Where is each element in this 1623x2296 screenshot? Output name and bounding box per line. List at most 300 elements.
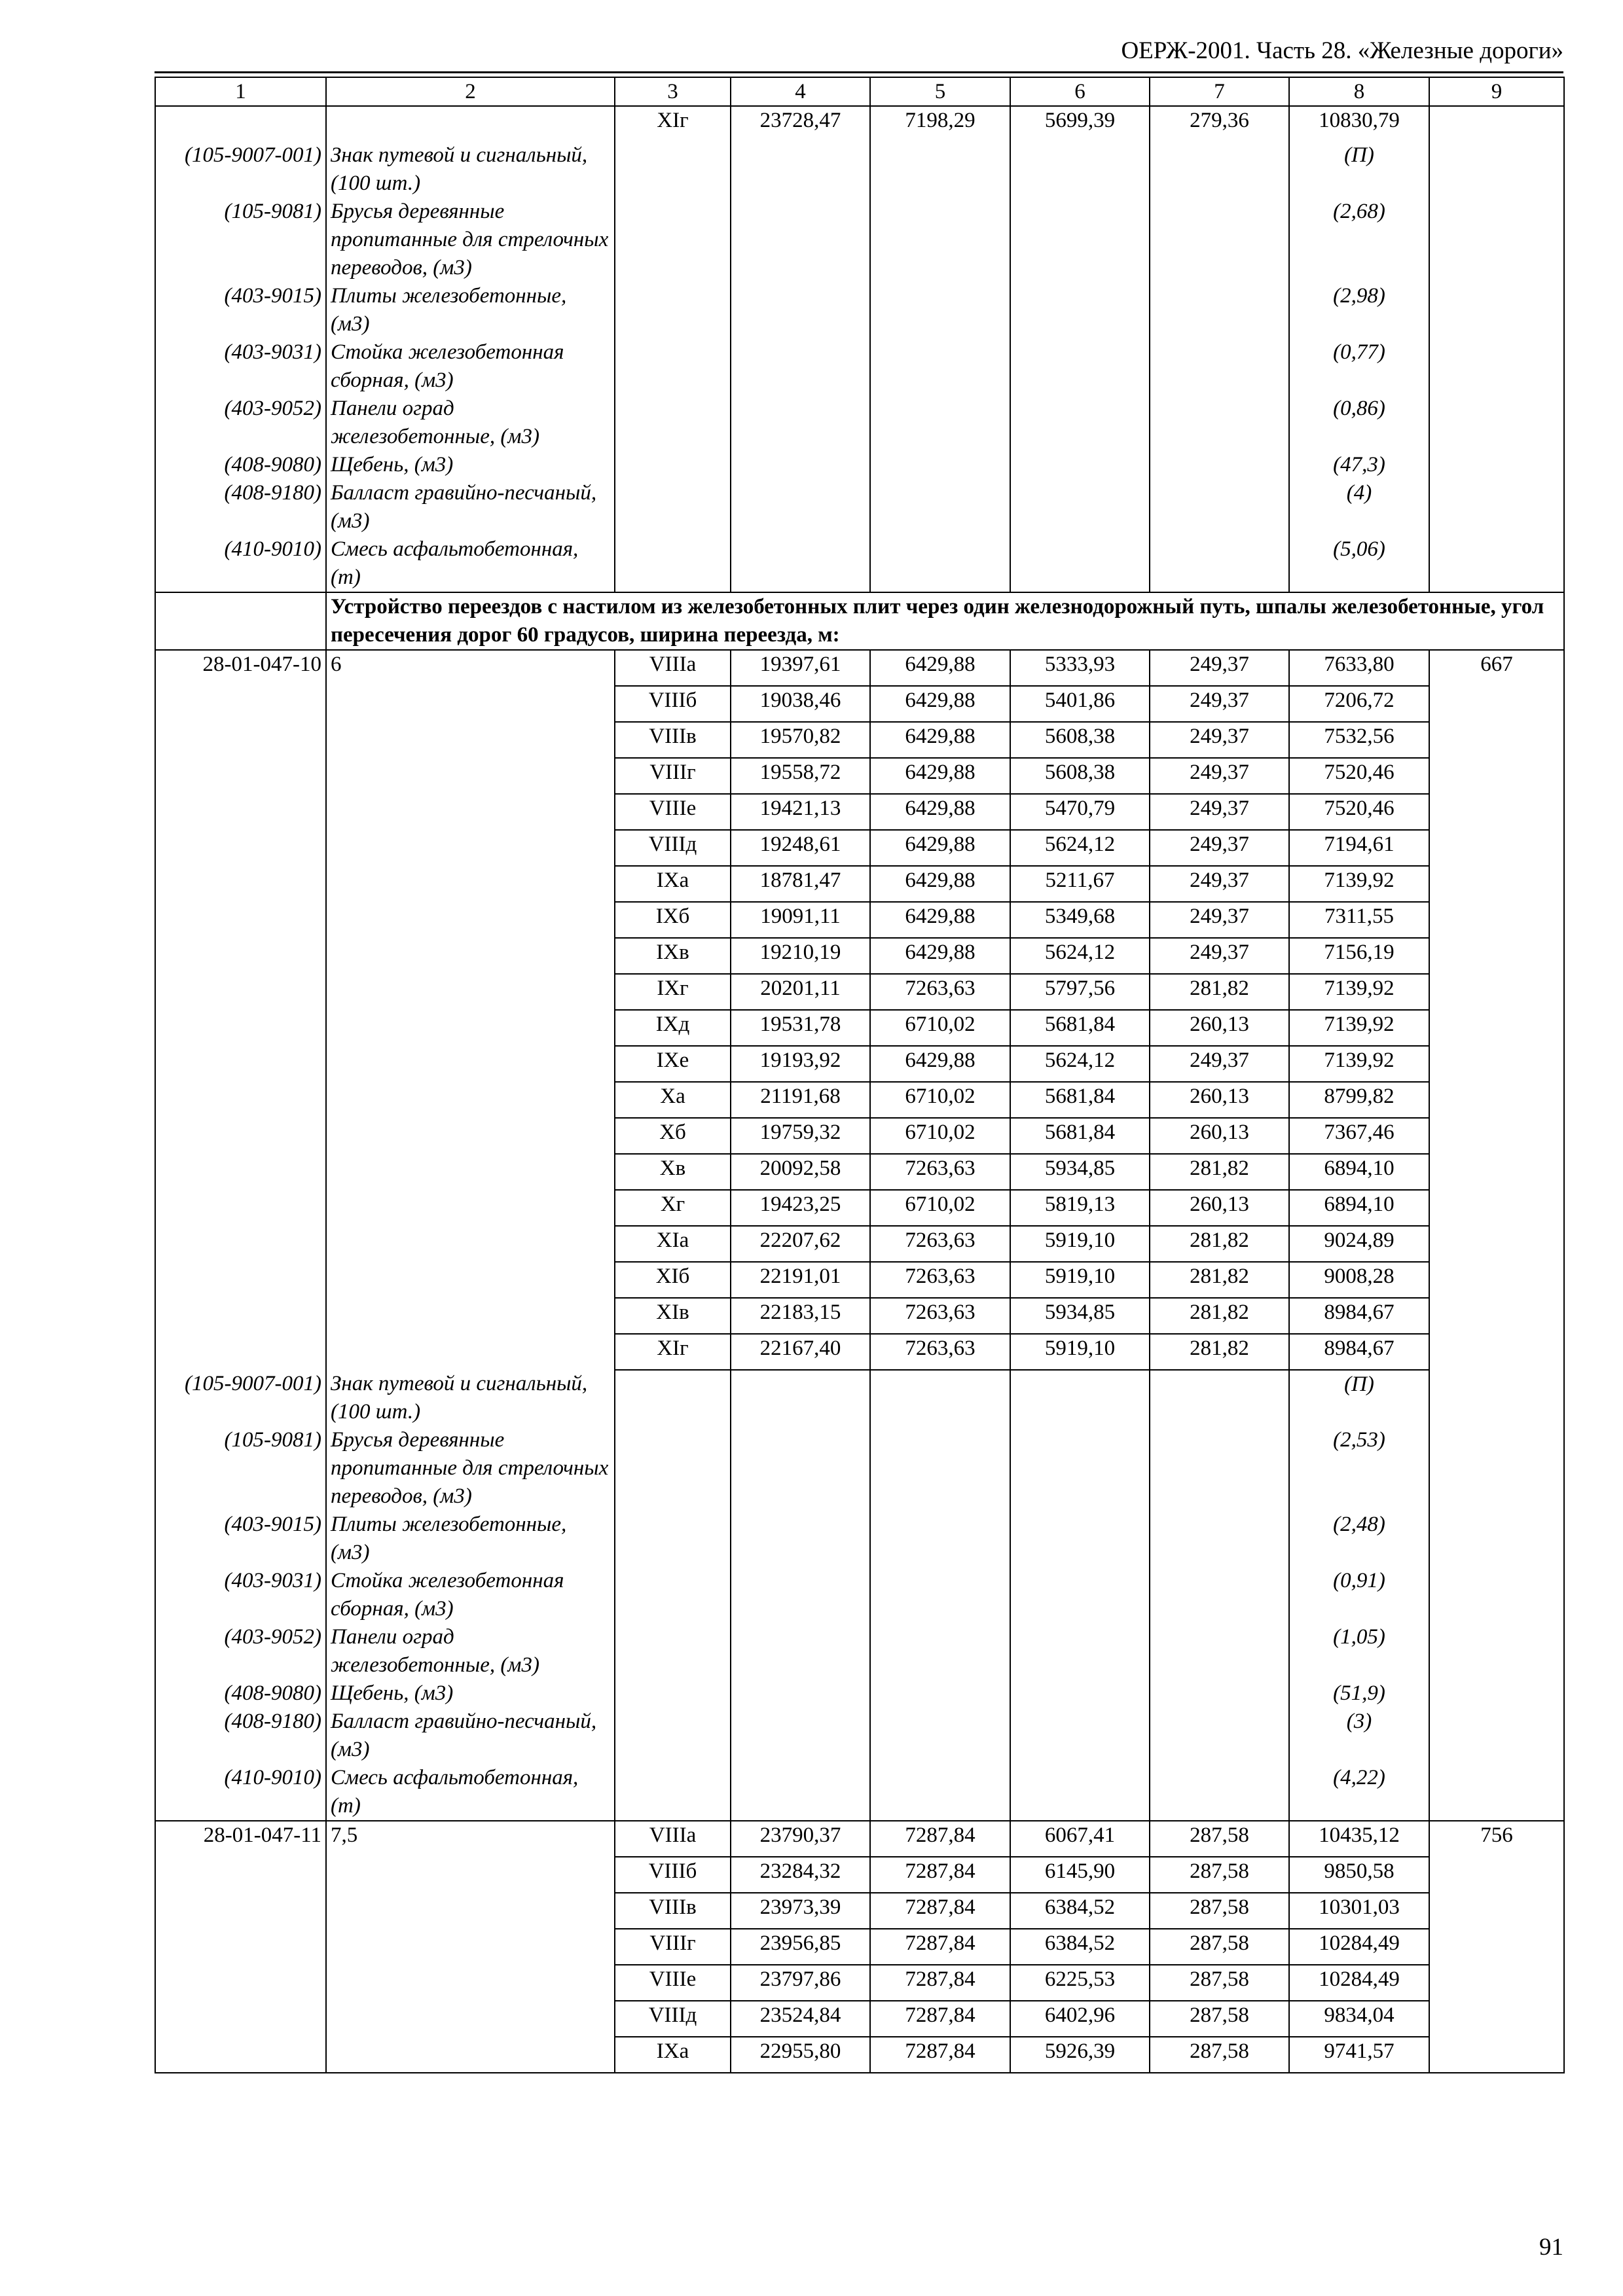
empty-cell xyxy=(870,198,1010,282)
machines-cell: 5608,38 xyxy=(1010,722,1150,758)
page-header: ОЕРЖ-2001. Часть 28. «Железные дороги» xyxy=(1121,37,1563,64)
empty-cell xyxy=(1429,282,1564,338)
column-number: 9 xyxy=(1429,77,1564,106)
empty-cell xyxy=(1429,535,1564,592)
machines-cell: 5624,12 xyxy=(1010,938,1150,974)
wages-cell: 7287,84 xyxy=(870,1893,1010,1929)
materials-cost-cell: 10284,49 xyxy=(1289,1929,1429,1965)
zone-cell: IXд xyxy=(615,1010,731,1046)
material-quantity: (2,48) xyxy=(1289,1511,1429,1567)
empty-cell xyxy=(1010,1567,1150,1623)
zone-cell: VIIIа xyxy=(615,650,731,686)
zone-cell: Xб xyxy=(615,1118,731,1154)
wages-cell: 6429,88 xyxy=(870,830,1010,866)
material-quantity: (0,77) xyxy=(1289,338,1429,395)
empty-cell xyxy=(731,451,870,479)
materials-cost-cell: 8799,82 xyxy=(1289,1082,1429,1118)
machines-cell: 5333,93 xyxy=(1010,650,1150,686)
empty-cell xyxy=(1010,1679,1150,1708)
zone-cell: Xа xyxy=(615,1082,731,1118)
empty-cell xyxy=(615,395,731,451)
empty-cell xyxy=(731,1426,870,1511)
zone-cell: IXа xyxy=(615,2037,731,2073)
machines-cell: 5797,56 xyxy=(1010,974,1150,1010)
empty-cell xyxy=(1010,338,1150,395)
machines-cell: 6067,41 xyxy=(1010,1821,1150,1857)
machines-cell: 6384,52 xyxy=(1010,1893,1150,1929)
empty-cell xyxy=(870,1708,1010,1764)
empty-cell xyxy=(615,451,731,479)
empty-cell xyxy=(1429,451,1564,479)
material-quantity: (2,53) xyxy=(1289,1426,1429,1511)
zone-cell: VIIIе xyxy=(615,794,731,830)
material-name: Брусья деревянные пропитанные для стрелочных переводов, (м3) xyxy=(326,198,615,282)
machinist-wages-cell: 249,37 xyxy=(1150,938,1289,974)
item-code: 28-01-047-10 xyxy=(155,650,326,1370)
material-quantity: (4) xyxy=(1289,479,1429,535)
materials-cost-cell: 7520,46 xyxy=(1289,794,1429,830)
total-cost-cell: 23973,39 xyxy=(731,1893,870,1929)
total-cost-cell: 20201,11 xyxy=(731,974,870,1010)
machines-cell: 5624,12 xyxy=(1010,830,1150,866)
machinist-wages-cell: 287,58 xyxy=(1150,1965,1289,2001)
empty-cell xyxy=(1150,1567,1289,1623)
material-quantity: (2,68) xyxy=(1289,198,1429,282)
empty-cell xyxy=(1429,1370,1564,1426)
machines-cell: 5681,84 xyxy=(1010,1118,1150,1154)
materials-cost-cell: 6894,10 xyxy=(1289,1190,1429,1226)
empty-cell xyxy=(1010,198,1150,282)
wages-cell: 7263,63 xyxy=(870,1262,1010,1298)
machines-cell: 6145,90 xyxy=(1010,1857,1150,1893)
empty-cell xyxy=(615,1623,731,1679)
machinist-wages-cell: 260,13 xyxy=(1150,1118,1289,1154)
empty-cell xyxy=(731,282,870,338)
empty-cell xyxy=(1429,479,1564,535)
materials-cost-cell: 7311,55 xyxy=(1289,902,1429,938)
wages-cell: 7287,84 xyxy=(870,1821,1010,1857)
machines-cell: 5624,12 xyxy=(1010,1046,1150,1082)
empty-cell xyxy=(1150,282,1289,338)
total-cost-cell: 19091,11 xyxy=(731,902,870,938)
empty-cell xyxy=(615,1426,731,1511)
machinist-wages-cell: 249,37 xyxy=(1150,722,1289,758)
total-cost-cell: 19038,46 xyxy=(731,686,870,722)
total-cost-cell: 22183,15 xyxy=(731,1298,870,1334)
wages-cell: 6710,02 xyxy=(870,1082,1010,1118)
empty-cell xyxy=(731,198,870,282)
machinist-wages-cell: 281,82 xyxy=(1150,1334,1289,1370)
materials-cost-cell: 7532,56 xyxy=(1289,722,1429,758)
wages-cell: 6429,88 xyxy=(870,794,1010,830)
empty-cell xyxy=(731,1511,870,1567)
material-row xyxy=(155,535,1564,592)
wages-cell: 7287,84 xyxy=(870,2037,1010,2073)
total-cost-cell: 22955,80 xyxy=(731,2037,870,2073)
empty-cell xyxy=(1150,1426,1289,1511)
material-name: Стойка железобетонная сборная, (м3) xyxy=(326,338,615,395)
machinist-wages-cell: 249,37 xyxy=(1150,686,1289,722)
material-code: (403-9052) xyxy=(155,395,326,451)
material-code: (105-9081) xyxy=(155,198,326,282)
material-name: Плиты железобетонные, (м3) xyxy=(326,1511,615,1567)
total-cost-cell: 22207,62 xyxy=(731,1226,870,1262)
material-row xyxy=(155,479,1564,535)
materials-cost-cell: 10284,49 xyxy=(1289,1965,1429,2001)
machinist-wages-cell: 287,58 xyxy=(1150,1929,1289,1965)
materials-cost-cell: 9024,89 xyxy=(1289,1226,1429,1262)
zone-cell: XIб xyxy=(615,1262,731,1298)
machines-cell: 5934,85 xyxy=(1010,1298,1150,1334)
empty-cell xyxy=(731,1708,870,1764)
empty-cell xyxy=(1010,1426,1150,1511)
zone-cell: VIIIд xyxy=(615,2001,731,2037)
zone-cell: VIIIа xyxy=(615,1821,731,1857)
empty-cell xyxy=(615,479,731,535)
machines-cell: 6402,96 xyxy=(1010,2001,1150,2037)
empty-cell xyxy=(870,282,1010,338)
material-code: (403-9052) xyxy=(155,1623,326,1679)
machines-cell: 5349,68 xyxy=(1010,902,1150,938)
material-name: Смесь асфальтобетонная, (т) xyxy=(326,535,615,592)
total-cost-cell: 22191,01 xyxy=(731,1262,870,1298)
wages-cell: 6429,88 xyxy=(870,1046,1010,1082)
empty-cell xyxy=(731,1623,870,1679)
zone-cell: IXа xyxy=(615,866,731,902)
empty-cell xyxy=(731,535,870,592)
machines-cell: 5919,10 xyxy=(1010,1334,1150,1370)
materials-cost-cell: 7139,92 xyxy=(1289,866,1429,902)
machines-cell: 6225,53 xyxy=(1010,1965,1150,2001)
empty-cell xyxy=(1429,106,1564,141)
empty-cell xyxy=(1010,1708,1150,1764)
material-row xyxy=(155,1567,1564,1623)
machines-cell: 5211,67 xyxy=(1010,866,1150,902)
material-code: (403-9015) xyxy=(155,282,326,338)
empty-cell xyxy=(1429,1567,1564,1623)
zone-cell: VIIIб xyxy=(615,1857,731,1893)
material-quantity: (2,98) xyxy=(1289,282,1429,338)
machines-cell: 5919,10 xyxy=(1010,1226,1150,1262)
material-quantity: (0,91) xyxy=(1289,1567,1429,1623)
total-cost-cell: 23797,86 xyxy=(731,1965,870,2001)
materials-cost-cell: 7633,80 xyxy=(1289,650,1429,686)
materials-cost-cell: 7194,61 xyxy=(1289,830,1429,866)
material-row xyxy=(155,1679,1564,1708)
empty-cell xyxy=(1150,1623,1289,1679)
total-cost-cell: 19397,61 xyxy=(731,650,870,686)
total-cost-cell: 21191,68 xyxy=(731,1082,870,1118)
material-quantity: (47,3) xyxy=(1289,451,1429,479)
material-quantity: (3) xyxy=(1289,1708,1429,1764)
material-code: (408-9080) xyxy=(155,451,326,479)
total-cost-cell: 19423,25 xyxy=(731,1190,870,1226)
material-quantity: (5,06) xyxy=(1289,535,1429,592)
machines-cell: 5401,86 xyxy=(1010,686,1150,722)
empty-cell xyxy=(1429,1764,1564,1821)
material-name: Смесь асфальтобетонная, (т) xyxy=(326,1764,615,1821)
column-number: 6 xyxy=(1010,77,1150,106)
empty-cell xyxy=(1429,395,1564,451)
total-cost-cell: 23956,85 xyxy=(731,1929,870,1965)
zone-cell: VIIIв xyxy=(615,1893,731,1929)
table-cell: 5699,39 xyxy=(1010,106,1150,141)
zone-cell: IXг xyxy=(615,974,731,1010)
empty-cell xyxy=(615,282,731,338)
material-name: Стойка железобетонная сборная, (м3) xyxy=(326,1567,615,1623)
material-name: Балласт гравийно-песчаный, (м3) xyxy=(326,1708,615,1764)
material-code: (410-9010) xyxy=(155,1764,326,1821)
materials-cost-cell: 9008,28 xyxy=(1289,1262,1429,1298)
empty-cell xyxy=(1010,141,1150,198)
total-cost-cell: 20092,58 xyxy=(731,1154,870,1190)
material-row xyxy=(155,338,1564,395)
materials-cost-cell: 6894,10 xyxy=(1289,1154,1429,1190)
material-code: (403-9031) xyxy=(155,1567,326,1623)
table-cell: 23728,47 xyxy=(731,106,870,141)
material-code: (403-9031) xyxy=(155,338,326,395)
material-row xyxy=(155,282,1564,338)
material-name: Знак путевой и сигнальный, (100 шт.) xyxy=(326,141,615,198)
empty-cell xyxy=(870,338,1010,395)
material-code: (410-9010) xyxy=(155,535,326,592)
rates-table-body xyxy=(155,77,1564,2073)
column-number: 2 xyxy=(326,77,615,106)
wages-cell: 6429,88 xyxy=(870,902,1010,938)
machinist-wages-cell: 260,13 xyxy=(1150,1190,1289,1226)
header-rule xyxy=(155,71,1563,73)
column-numbers-row xyxy=(155,77,1564,106)
empty-cell xyxy=(1150,141,1289,198)
material-name: Щебень, (м3) xyxy=(326,1679,615,1708)
table-row xyxy=(155,1821,1564,1857)
wages-cell: 7263,63 xyxy=(870,1334,1010,1370)
empty-cell xyxy=(1429,1679,1564,1708)
zone-cell: VIIIе xyxy=(615,1965,731,2001)
empty-cell xyxy=(1010,1623,1150,1679)
empty-cell xyxy=(615,1708,731,1764)
total-cost-cell: 19558,72 xyxy=(731,758,870,794)
wages-cell: 6710,02 xyxy=(870,1190,1010,1226)
rates-table xyxy=(155,77,1565,2073)
materials-cost-cell: 7520,46 xyxy=(1289,758,1429,794)
empty-cell xyxy=(1150,198,1289,282)
zone-cell: Xг xyxy=(615,1190,731,1226)
material-quantity: (0,86) xyxy=(1289,395,1429,451)
empty-cell xyxy=(1010,535,1150,592)
total-cost-cell: 19248,61 xyxy=(731,830,870,866)
empty-cell xyxy=(615,1567,731,1623)
material-quantity: (П) xyxy=(1289,1370,1429,1426)
empty-cell xyxy=(1150,1708,1289,1764)
zone-cell: Xв xyxy=(615,1154,731,1190)
wages-cell: 7287,84 xyxy=(870,2001,1010,2037)
empty-cell xyxy=(1150,1511,1289,1567)
material-name: Брусья деревянные пропитанные для стрелочных переводов, (м3) xyxy=(326,1426,615,1511)
wages-cell: 6710,02 xyxy=(870,1118,1010,1154)
machines-cell: 5470,79 xyxy=(1010,794,1150,830)
empty-cell xyxy=(1010,451,1150,479)
empty-cell xyxy=(1010,1764,1150,1821)
column-number: 3 xyxy=(615,77,731,106)
wages-cell: 7263,63 xyxy=(870,1298,1010,1334)
wages-cell: 6429,88 xyxy=(870,866,1010,902)
machinist-wages-cell: 281,82 xyxy=(1150,974,1289,1010)
zone-cell: VIIIб xyxy=(615,686,731,722)
empty-cell xyxy=(615,1370,731,1426)
empty-cell xyxy=(1150,1764,1289,1821)
zone-cell: VIIIг xyxy=(615,758,731,794)
table-row xyxy=(155,650,1564,686)
zone-cell: IXе xyxy=(615,1046,731,1082)
wages-cell: 6429,88 xyxy=(870,650,1010,686)
material-name: Плиты железобетонные, (м3) xyxy=(326,282,615,338)
material-row xyxy=(155,1708,1564,1764)
material-row xyxy=(155,198,1564,282)
material-row xyxy=(155,1623,1564,1679)
total-cost-cell: 23284,32 xyxy=(731,1857,870,1893)
machinist-wages-cell: 249,37 xyxy=(1150,1046,1289,1082)
total-cost-cell: 23790,37 xyxy=(731,1821,870,1857)
machines-cell: 6384,52 xyxy=(1010,1929,1150,1965)
zone-cell: VIIIг xyxy=(615,1929,731,1965)
materials-cost-cell: 10301,03 xyxy=(1289,1893,1429,1929)
empty-cell xyxy=(1150,1679,1289,1708)
material-quantity: (51,9) xyxy=(1289,1679,1429,1708)
total-cost-cell: 23524,84 xyxy=(731,2001,870,2037)
empty-cell xyxy=(870,451,1010,479)
total-cost-cell: 19210,19 xyxy=(731,938,870,974)
machinist-wages-cell: 281,82 xyxy=(1150,1262,1289,1298)
empty-cell xyxy=(1150,535,1289,592)
machines-cell: 5681,84 xyxy=(1010,1010,1150,1046)
empty-cell xyxy=(870,1426,1010,1511)
material-code: (105-9007-001) xyxy=(155,1370,326,1426)
machinist-wages-cell: 249,37 xyxy=(1150,650,1289,686)
material-row xyxy=(155,451,1564,479)
empty-cell xyxy=(615,1511,731,1567)
empty-cell xyxy=(870,141,1010,198)
empty-cell xyxy=(1150,451,1289,479)
empty-cell xyxy=(1150,479,1289,535)
material-row xyxy=(155,1511,1564,1567)
empty-cell xyxy=(731,1679,870,1708)
material-quantity: (П) xyxy=(1289,141,1429,198)
empty-cell xyxy=(870,1679,1010,1708)
empty-cell xyxy=(1429,1426,1564,1511)
machinist-wages-cell: 287,58 xyxy=(1150,1857,1289,1893)
materials-cost-cell: 7206,72 xyxy=(1289,686,1429,722)
empty-cell xyxy=(615,1764,731,1821)
column-number: 4 xyxy=(731,77,870,106)
empty-cell xyxy=(870,1370,1010,1426)
material-code: (408-9080) xyxy=(155,1679,326,1708)
empty-cell xyxy=(155,106,326,141)
wages-cell: 6429,88 xyxy=(870,722,1010,758)
table-cell: 10830,79 xyxy=(1289,106,1429,141)
wages-cell: 7263,63 xyxy=(870,1226,1010,1262)
empty-cell xyxy=(731,141,870,198)
machinist-wages-cell: 249,37 xyxy=(1150,902,1289,938)
material-name: Щебень, (м3) xyxy=(326,451,615,479)
zone-cell: IXб xyxy=(615,902,731,938)
empty-cell xyxy=(1150,338,1289,395)
empty-cell xyxy=(1150,1370,1289,1426)
empty-cell xyxy=(870,535,1010,592)
empty-cell xyxy=(731,1764,870,1821)
zone-cell: XIг xyxy=(615,1334,731,1370)
material-code: (105-9081) xyxy=(155,1426,326,1511)
column-number: 5 xyxy=(870,77,1010,106)
material-code: (408-9180) xyxy=(155,479,326,535)
materials-cost-cell: 9850,58 xyxy=(1289,1857,1429,1893)
materials-cost-cell: 8984,67 xyxy=(1289,1298,1429,1334)
empty-cell xyxy=(1010,282,1150,338)
materials-cost-cell: 7156,19 xyxy=(1289,938,1429,974)
wages-cell: 7287,84 xyxy=(870,1929,1010,1965)
empty-cell xyxy=(731,338,870,395)
materials-cost-cell: 7139,92 xyxy=(1289,1046,1429,1082)
empty-cell xyxy=(1010,479,1150,535)
empty-cell xyxy=(615,535,731,592)
empty-cell xyxy=(615,198,731,282)
table-cell: 7198,29 xyxy=(870,106,1010,141)
item-c9: 756 xyxy=(1429,1821,1564,2073)
item-width: 6 xyxy=(326,650,615,1370)
materials-cost-cell: 10435,12 xyxy=(1289,1821,1429,1857)
total-cost-cell: 19193,92 xyxy=(731,1046,870,1082)
material-code: (403-9015) xyxy=(155,1511,326,1567)
empty-cell xyxy=(870,1623,1010,1679)
empty-cell xyxy=(1010,395,1150,451)
machinist-wages-cell: 281,82 xyxy=(1150,1298,1289,1334)
empty-cell xyxy=(1429,141,1564,198)
material-name: Знак путевой и сигнальный, (100 шт.) xyxy=(326,1370,615,1426)
materials-cost-cell: 7139,92 xyxy=(1289,974,1429,1010)
empty-cell xyxy=(731,1567,870,1623)
material-quantity: (1,05) xyxy=(1289,1623,1429,1679)
empty-cell xyxy=(326,106,615,141)
machinist-wages-cell: 287,58 xyxy=(1150,1893,1289,1929)
zone-cell: VIIIв xyxy=(615,722,731,758)
empty-cell xyxy=(870,1567,1010,1623)
empty-cell xyxy=(1429,338,1564,395)
total-cost-cell: 18781,47 xyxy=(731,866,870,902)
wages-cell: 6429,88 xyxy=(870,758,1010,794)
total-cost-cell: 22167,40 xyxy=(731,1334,870,1370)
item-code: 28-01-047-11 xyxy=(155,1821,326,2073)
empty-cell xyxy=(1010,1370,1150,1426)
section-title: Устройство переездов с настилом из железобетонных плит через один железнодорожный путь, шпалы железобетонные, угол пересечения дорог 60 градусов, ширина переезда, м: xyxy=(326,592,1564,650)
empty-cell xyxy=(615,141,731,198)
wages-cell: 7263,63 xyxy=(870,1154,1010,1190)
machines-cell: 5934,85 xyxy=(1010,1154,1150,1190)
empty-cell xyxy=(1150,395,1289,451)
wages-cell: 6710,02 xyxy=(870,1010,1010,1046)
table-cell: 279,36 xyxy=(1150,106,1289,141)
total-cost-cell: 19531,78 xyxy=(731,1010,870,1046)
material-row xyxy=(155,395,1564,451)
table-cell: XIг xyxy=(615,106,731,141)
empty-cell xyxy=(870,1764,1010,1821)
material-row xyxy=(155,1764,1564,1821)
empty-cell xyxy=(731,395,870,451)
table-row xyxy=(155,106,1564,141)
total-cost-cell: 19759,32 xyxy=(731,1118,870,1154)
machinist-wages-cell: 287,58 xyxy=(1150,2001,1289,2037)
material-row xyxy=(155,1426,1564,1511)
machinist-wages-cell: 260,13 xyxy=(1150,1010,1289,1046)
